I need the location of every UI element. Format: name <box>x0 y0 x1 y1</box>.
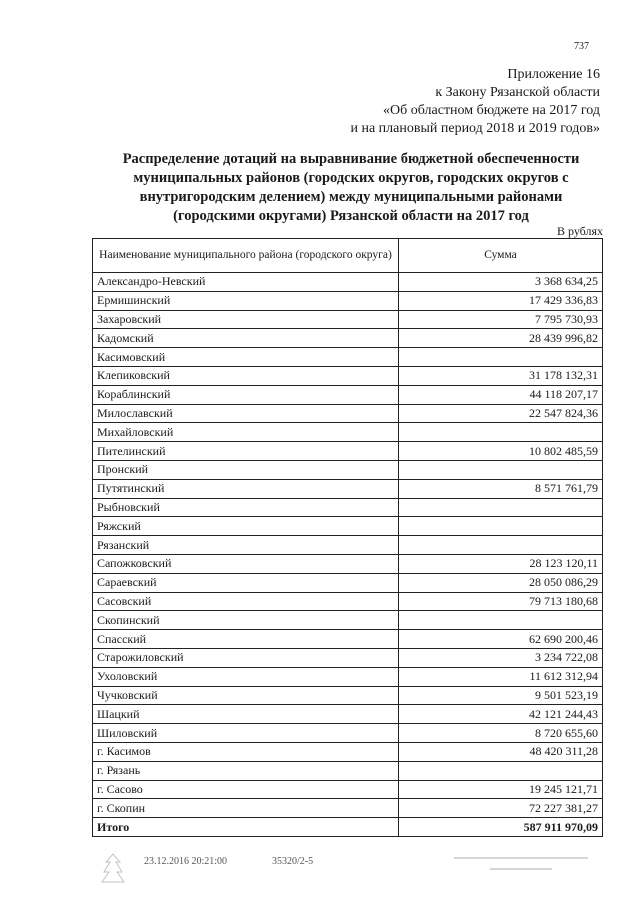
district-name: Кораблинский <box>93 385 399 404</box>
district-name: Александро-Невский <box>93 273 399 292</box>
district-name: Скопинский <box>93 611 399 630</box>
title-line-1: Распределение дотаций на выравнивание бюджетной обеспеченности <box>122 151 580 167</box>
district-sum: 28 439 996,82 <box>399 329 603 348</box>
district-sum: 22 547 824,36 <box>399 404 603 423</box>
appendix-line-3: «Об областном бюджете на 2017 год <box>383 103 600 118</box>
district-name: Старожиловский <box>93 648 399 667</box>
table-row <box>93 705 603 724</box>
table-row <box>93 404 603 423</box>
table-header-row <box>93 239 603 273</box>
district-name: Милославский <box>93 404 399 423</box>
table-row <box>93 273 603 292</box>
table-row <box>93 366 603 385</box>
table-row <box>93 592 603 611</box>
appendix-line-1: Приложение 16 <box>507 67 600 82</box>
total-label: Итого <box>93 818 399 837</box>
table-row <box>93 799 603 818</box>
table-row <box>93 479 603 498</box>
district-name: Касимовский <box>93 348 399 367</box>
district-sum <box>399 761 603 780</box>
table-row <box>93 573 603 592</box>
district-name: Чучковский <box>93 686 399 705</box>
header-sum: Сумма <box>399 239 603 273</box>
district-name: г. Рязань <box>93 761 399 780</box>
total-sum: 587 911 970,09 <box>399 818 603 837</box>
district-name: Пителинский <box>93 442 399 461</box>
district-name: Михайловский <box>93 423 399 442</box>
district-sum: 10 802 485,59 <box>399 442 603 461</box>
table-row <box>93 348 603 367</box>
district-sum <box>399 517 603 536</box>
district-name: Ряжский <box>93 517 399 536</box>
district-name: Шацкий <box>93 705 399 724</box>
district-sum: 3 234 722,08 <box>399 648 603 667</box>
district-sum: 72 227 381,27 <box>399 799 603 818</box>
district-name: Сараевский <box>93 573 399 592</box>
subsidy-table <box>92 238 603 837</box>
district-name: Клепиковский <box>93 366 399 385</box>
district-sum: 28 050 086,29 <box>399 573 603 592</box>
page-number: 737 <box>574 41 589 52</box>
table-row <box>93 611 603 630</box>
district-sum <box>399 536 603 555</box>
district-sum: 79 713 180,68 <box>399 592 603 611</box>
district-name: Пронский <box>93 460 399 479</box>
title-line-2: муниципальных районов (городских округов, городских округов с <box>133 170 569 186</box>
table-row <box>93 385 603 404</box>
table-row <box>93 517 603 536</box>
total-row <box>93 818 603 837</box>
table-row <box>93 442 603 461</box>
district-sum: 8 571 761,79 <box>399 479 603 498</box>
district-name: Путятинский <box>93 479 399 498</box>
district-name: г. Сасово <box>93 780 399 799</box>
district-sum: 48 420 311,28 <box>399 742 603 761</box>
district-sum: 31 178 132,31 <box>399 366 603 385</box>
district-sum: 7 795 730,93 <box>399 310 603 329</box>
document-title <box>95 150 607 226</box>
district-name: Рязанский <box>93 536 399 555</box>
district-name: Кадомский <box>93 329 399 348</box>
district-sum <box>399 460 603 479</box>
table-row <box>93 630 603 649</box>
appendix-line-2: к Закону Рязанской области <box>435 85 600 100</box>
district-name: Сапожковский <box>93 554 399 573</box>
table-row <box>93 686 603 705</box>
title-line-3: внутригородским делением) между муниципальными районами <box>139 189 563 205</box>
district-sum: 8 720 655,60 <box>399 724 603 743</box>
district-name: Ухоловский <box>93 667 399 686</box>
table-row <box>93 761 603 780</box>
district-sum <box>399 611 603 630</box>
footer-code: 35320/2-5 <box>272 856 314 867</box>
district-sum: 42 121 244,43 <box>399 705 603 724</box>
header-name: Наименование муниципального района (городского округа) <box>93 239 399 273</box>
table-row <box>93 460 603 479</box>
district-name: Захаровский <box>93 310 399 329</box>
district-sum <box>399 348 603 367</box>
table-body <box>93 273 603 818</box>
units-label: В рублях <box>556 224 603 238</box>
district-sum: 17 429 336,83 <box>399 291 603 310</box>
table-row <box>93 742 603 761</box>
emblem-stamp-icon <box>98 852 128 886</box>
table-row <box>93 310 603 329</box>
faded-stamp-icon <box>446 852 596 876</box>
district-sum: 19 245 121,71 <box>399 780 603 799</box>
table-row <box>93 648 603 667</box>
district-name: Рыбновский <box>93 498 399 517</box>
district-sum: 3 368 634,25 <box>399 273 603 292</box>
district-name: Сасовский <box>93 592 399 611</box>
district-sum <box>399 498 603 517</box>
district-sum <box>399 423 603 442</box>
district-sum: 28 123 120,11 <box>399 554 603 573</box>
district-name: Спасский <box>93 630 399 649</box>
district-sum: 9 501 523,19 <box>399 686 603 705</box>
table-row <box>93 667 603 686</box>
district-sum: 62 690 200,46 <box>399 630 603 649</box>
table-row <box>93 423 603 442</box>
table-row <box>93 498 603 517</box>
appendix-line-4: и на плановый период 2018 и 2019 годов» <box>350 121 600 136</box>
appendix-reference <box>350 66 600 138</box>
district-name: г. Скопин <box>93 799 399 818</box>
table-row <box>93 724 603 743</box>
title-line-4: (городскими округами) Рязанской области на 2017 год <box>173 208 529 224</box>
footer-date: 23.12.2016 20:21:00 <box>144 856 228 867</box>
district-name: г. Касимов <box>93 742 399 761</box>
table-row <box>93 536 603 555</box>
district-sum: 11 612 312,94 <box>399 667 603 686</box>
district-name: Шиловский <box>93 724 399 743</box>
table-row <box>93 780 603 799</box>
table-row <box>93 554 603 573</box>
district-name: Ермишинский <box>93 291 399 310</box>
district-sum: 44 118 207,17 <box>399 385 603 404</box>
table-row <box>93 329 603 348</box>
table-row <box>93 291 603 310</box>
